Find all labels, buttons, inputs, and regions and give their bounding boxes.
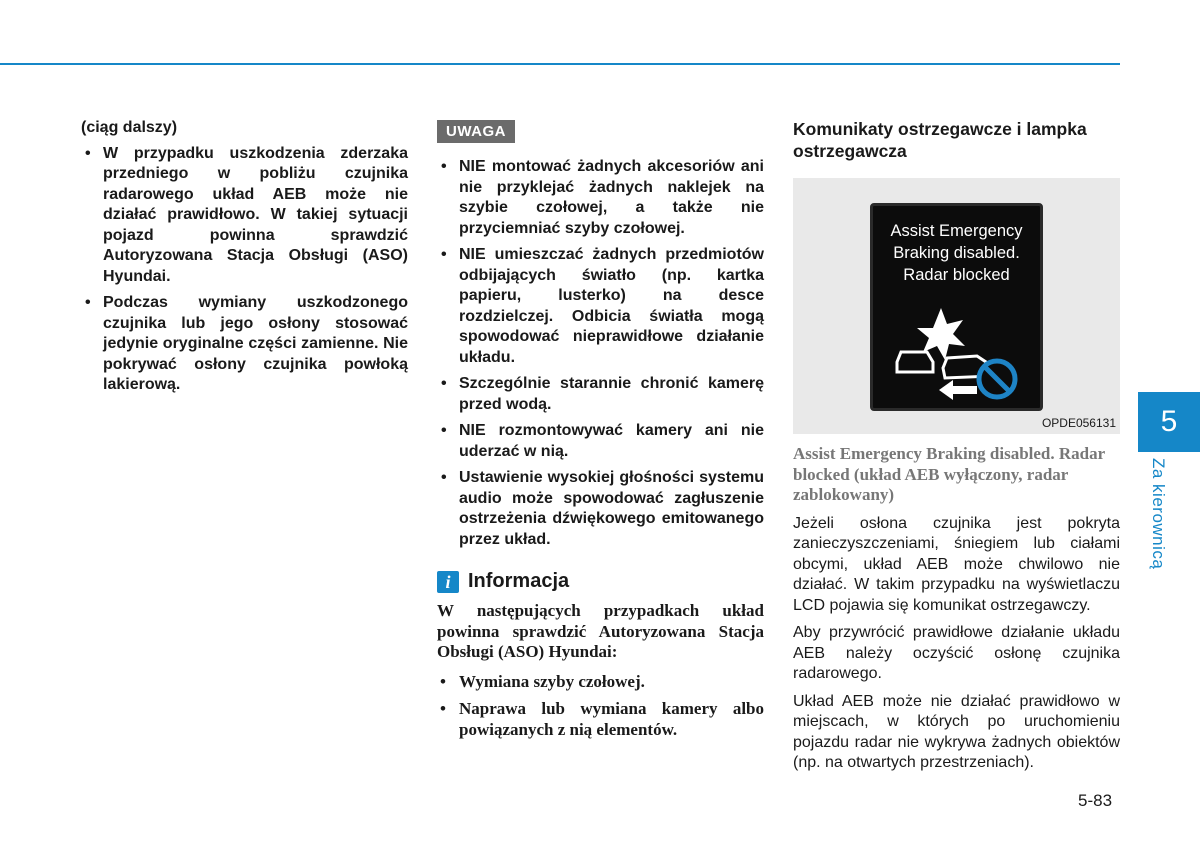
page-number: 5-83	[1078, 791, 1113, 810]
paragraph: Jeżeli osłona czujnika jest pokryta zanieczyszczeniami, śniegiem lub ciałami obcymi, układ AEB może chwilowo nie działać. W takim przypadku na wyświetlaczu LCD pojawia się komunikat ostrzegawczy.	[793, 514, 1120, 614]
list-item: • Wymiana szyby czołowej.	[437, 672, 764, 693]
figure-caption: Assist Emergency Braking disabled. Radar blocked (układ AEB wyłączony, radar zablokowany)	[793, 444, 1105, 504]
column-right	[793, 118, 1120, 781]
info-icon: i	[437, 571, 459, 593]
list-item: • NIE montować żadnych akcesoriów ani nie przyklejać żadnych naklejek na szybie czołowej, a także nie przyciemniać szyby czołowej.	[437, 157, 764, 239]
top-rule	[0, 63, 1120, 65]
list-item: • Szczególnie starannie chronić kamerę przed wodą.	[437, 374, 764, 415]
info-title: Informacja	[468, 570, 570, 592]
warning-badge: UWAGA	[437, 120, 515, 143]
precaution-list	[81, 144, 408, 396]
chapter-title: Za kierownicą	[1149, 458, 1168, 570]
list-item: • W przypadku uszkodzenia zderzaka przedniego w pobliżu czujnika radarowego układ AEB może nie działać prawidłowo. W takiej sytuacji pojazd powinna sprawdzić Autoryzowana Stacja Obsługi (ASO) Hyundai.	[81, 144, 408, 288]
lcd-line: Assist Emergency	[890, 222, 1023, 240]
info-intro: W następujących przypadkach układ powinna sprawdzić Autoryzowana Stacja Obsługi (ASO) Hyundai:	[437, 601, 764, 661]
list-item: • NIE umieszczać żadnych przedmiotów odbijających światło (np. kartka papieru, lusterko) na desce rozdzielczej. Odbicia światła mogą spowodować nieprawidłowe działanie układu.	[437, 245, 764, 368]
info-list	[437, 672, 764, 741]
lcd-line: Braking disabled.	[893, 244, 1020, 262]
info-header	[437, 570, 764, 593]
lcd-screen	[870, 203, 1043, 411]
chapter-tab: 5	[1138, 392, 1200, 452]
list-item: • Ustawienie wysokiej głośności systemu audio może spowodować zagłuszenie ostrzeżenia dźwiękowego emitowanego przez układ.	[437, 468, 764, 550]
list-item: • NIE rozmontowywać kamery ani nie uderzać w nią.	[437, 421, 764, 462]
lcd-figure	[793, 178, 1120, 434]
paragraph: Aby przywrócić prawidłowe działanie układu AEB należy oczyścić osłonę czujnika radarowego.	[793, 624, 1120, 682]
figure-code: OPDE056131	[1041, 416, 1116, 430]
lcd-message	[873, 220, 1040, 286]
lcd-line: Radar blocked	[903, 266, 1010, 284]
continued-label: (ciąg dalszy)	[81, 119, 178, 136]
paragraph: Układ AEB może nie działać prawidłowo w miejscach, w których po uruchomieniu pojazdu radar nie wykrywa żadnych obiektów (np. na otwartych przestrzeniach).	[793, 692, 1120, 771]
collision-warning-icon	[873, 306, 1040, 406]
list-item: • Podczas wymiany uszkodzonego czujnika lub jego osłony stosować jedynie oryginalne części zamienne. Nie pokrywać osłony czujnika powłoką lakierową.	[81, 293, 408, 396]
warning-list	[437, 157, 764, 550]
list-item: • Naprawa lub wymiana kamery albo powiązanych z nią elementów.	[437, 699, 764, 740]
column-left	[81, 118, 408, 402]
section-heading: Komunikaty ostrzegawcze i lampka ostrzegawcza	[793, 119, 1087, 161]
column-middle	[437, 118, 764, 747]
